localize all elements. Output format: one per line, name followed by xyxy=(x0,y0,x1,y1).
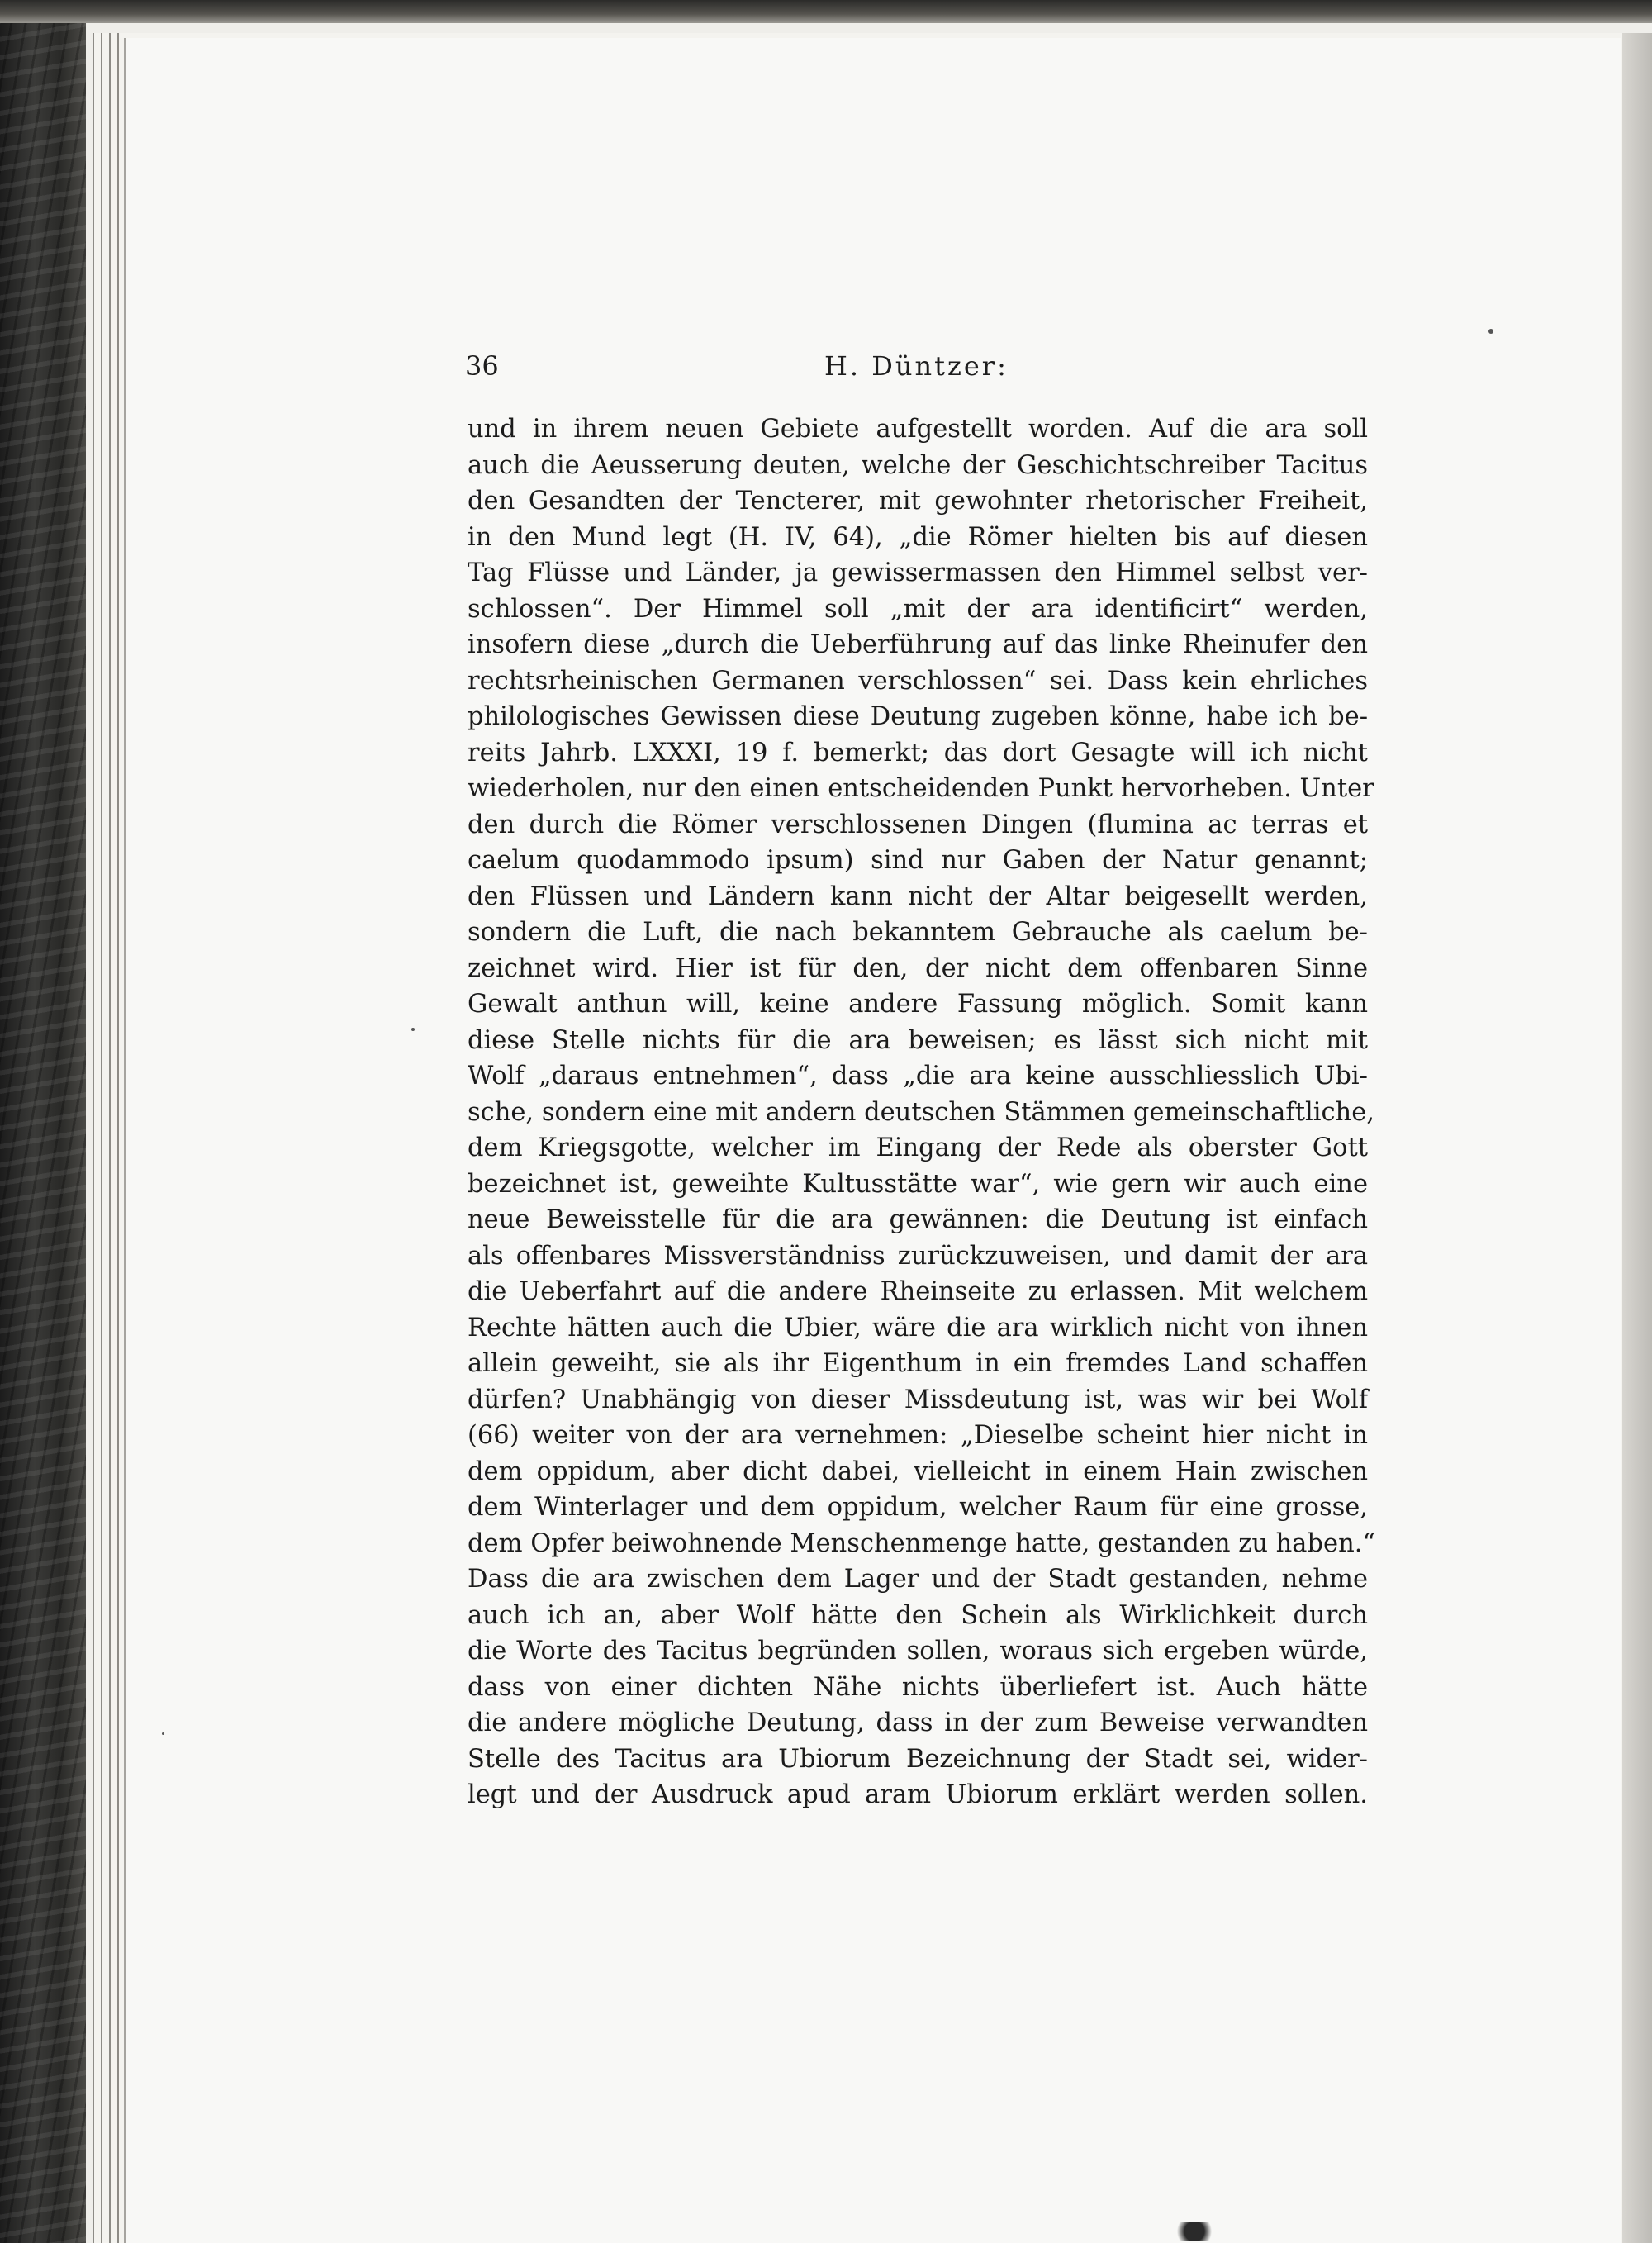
text-line: (66) weiter von der ara vernehmen: „Dieselbe scheint hier nicht in xyxy=(468,1421,1368,1450)
scan-speck xyxy=(1488,329,1493,334)
text-line: diese Stelle nichts für die ara beweisen; es lässt sich nicht mit xyxy=(468,1025,1368,1055)
text-line: insofern diese „durch die Ueberführung auf das linke Rheinufer den xyxy=(468,630,1368,659)
book-binding xyxy=(0,0,86,2243)
text-line: Gewalt anthun will, keine andere Fassung möglich. Somit kann xyxy=(468,990,1368,1019)
text-line: den Flüssen und Ländern kann nicht der Altar beigesellt werden, xyxy=(468,882,1368,911)
text-line: dass von einer dichten Nähe nichts überliefert ist. Auch hätte xyxy=(468,1672,1368,1702)
running-head-author: H. Düntzer: xyxy=(824,350,1009,382)
text-line: die andere mögliche Deutung, dass in der zum Beweise verwandten xyxy=(468,1708,1368,1737)
text-line: philologisches Gewissen diese Deutung zugeben könne, habe ich be- xyxy=(468,702,1368,731)
text-line: auch ich an, aber Wolf hätte den Schein als Wirklichkeit durch xyxy=(468,1600,1368,1630)
text-line: dem Kriegsgotte, welcher im Eingang der Rede als oberster Gott xyxy=(468,1133,1368,1162)
text-line: dem Opfer beiwohnende Menschenmenge hatte, gestanden zu haben.“ xyxy=(468,1528,1375,1558)
text-line: rechtsrheinischen Germanen verschlossen“ sei. Dass kein ehrliches xyxy=(468,666,1368,696)
text-line: legt und der Ausdruck apud aram Ubiorum erklärt werden sollen. xyxy=(468,1780,1368,1809)
text-line: wiederholen, nur den einen entscheidenden Punkt hervorheben. Unter xyxy=(468,774,1374,803)
text-line: dem Winterlager und dem oppidum, welcher Raum für eine grosse, xyxy=(468,1493,1368,1522)
text-line: Tag Flüsse und Länder, ja gewissermassen den Himmel selbst ver- xyxy=(468,558,1368,587)
text-line: die Worte des Tacitus begründen sollen, woraus sich ergeben würde, xyxy=(468,1637,1368,1666)
text-line: Stelle des Tacitus ara Ubiorum Bezeichnung der Stadt sei, wider- xyxy=(468,1744,1368,1774)
text-line: sondern die Luft, die nach bekanntem Gebrauche als caelum be- xyxy=(468,918,1368,947)
text-line: dürfen? Unabhängig von dieser Missdeutung ist, was wir bei Wolf xyxy=(468,1385,1368,1414)
text-line: sche, sondern eine mit andern deutschen Stämmen gemeinschaftliche, xyxy=(468,1097,1374,1127)
text-line: zeichnet wird. Hier ist für den, der nicht dem offenbaren Sinne xyxy=(468,953,1368,983)
page-number: 36 xyxy=(465,350,499,382)
text-line: auch die Aeusserung deuten, welche der Geschichtschreiber Tacitus xyxy=(468,450,1368,480)
text-line: in den Mund legt (H. IV, 64), „die Römer hielten bis auf diesen xyxy=(468,522,1368,552)
text-line: reits Jahrb. LXXXI, 19 f. bemerkt; das dort Gesagte will ich nicht xyxy=(468,738,1368,767)
text-line: Wolf „daraus entnehmen“, dass „die ara keine ausschliesslich Ubi- xyxy=(468,1062,1368,1091)
text-line: neue Beweisstelle für die ara gewännen: die Deutung ist einfach xyxy=(468,1205,1368,1234)
page-right-edge xyxy=(1622,33,1652,2243)
text-line: den Gesandten der Tencterer, mit gewohnter rhetorischer Freiheit, xyxy=(468,487,1368,516)
book-top-edge xyxy=(0,0,1652,23)
scan-footer-mark xyxy=(1171,2222,1218,2241)
text-line: als offenbares Missverständniss zurückzuweisen, und damit der ara xyxy=(468,1241,1368,1271)
text-line: dem oppidum, aber dicht dabei, vielleicht in einem Hain zwischen xyxy=(468,1457,1368,1486)
scan-speck xyxy=(162,1732,164,1735)
text-line: allein geweiht, sie als ihr Eigenthum in ein fremdes Land schaffen xyxy=(468,1349,1368,1378)
text-line: Dass die ara zwischen dem Lager und der Stadt gestanden, nehme xyxy=(468,1565,1368,1594)
scan-speck xyxy=(411,1028,415,1031)
text-line: den durch die Römer verschlossenen Dingen (flumina ac terras et xyxy=(468,810,1368,839)
body-text xyxy=(468,411,1375,1813)
text-line: und in ihrem neuen Gebiete aufgestellt worden. Auf die ara soll xyxy=(468,415,1368,444)
text-line: die Ueberfahrt auf die andere Rheinseite zu erlassen. Mit welchem xyxy=(468,1277,1368,1306)
text-line: schlossen“. Der Himmel soll „mit der ara identificirt“ werden, xyxy=(468,594,1368,624)
text-line: caelum quodammodo ipsum) sind nur Gaben der Natur genannt; xyxy=(468,846,1368,875)
text-line: bezeichnet ist, geweihte Kultusstätte war“, wie gern wir auch eine xyxy=(468,1169,1368,1199)
running-head xyxy=(465,350,1370,392)
text-line: Rechte hätten auch die Ubier, wäre die ara wirklich nicht von ihnen xyxy=(468,1313,1368,1342)
